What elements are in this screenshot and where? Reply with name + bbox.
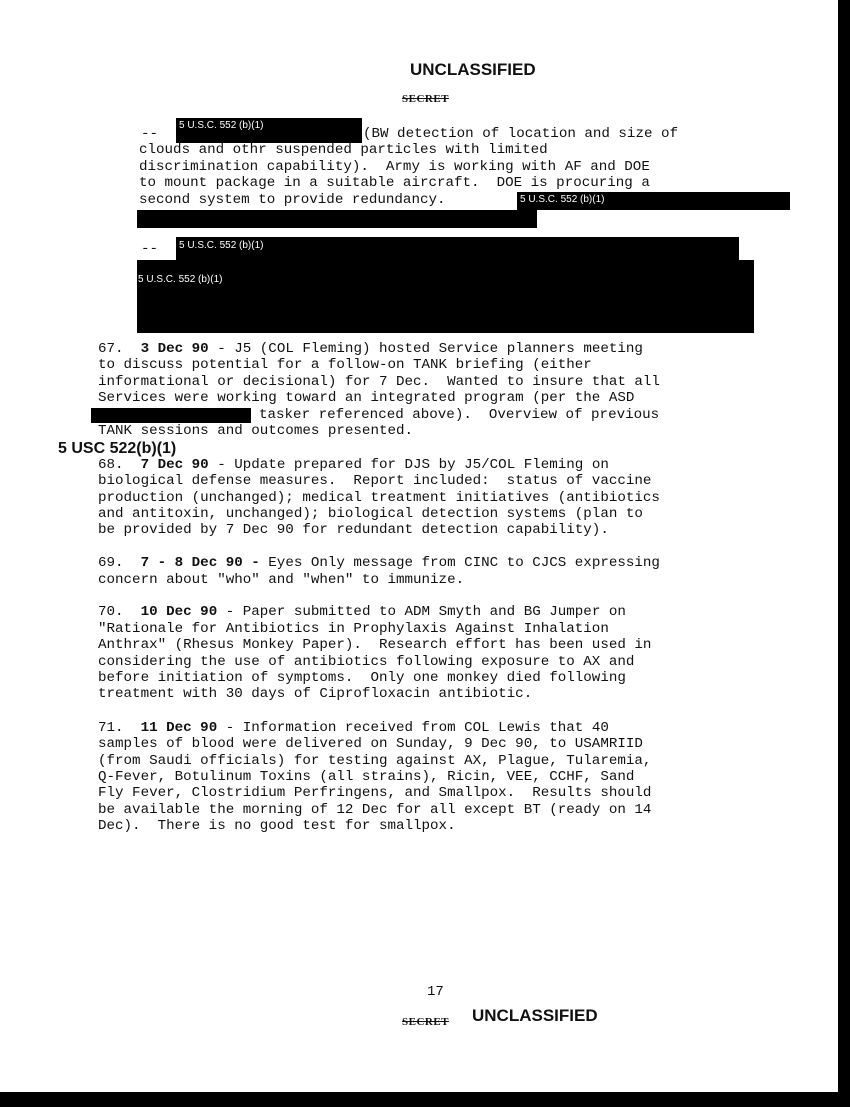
paragraph-67-line: informational or decisional) for 7 Dec. Wanted to insure that all (98, 374, 660, 390)
paragraph-number: 70. (98, 604, 124, 620)
paragraph-text: - Information received from COL Lewis that 40 (217, 720, 609, 736)
paragraph-70-line: Anthrax" (Rhesus Monkey Paper). Research effort has been used in (98, 637, 652, 653)
paragraph-71-first-line (98, 720, 609, 736)
paragraph-number: 68. (98, 457, 124, 473)
footer-classification: UNCLASSIFIED (472, 1006, 598, 1025)
paragraph-70-line: considering the use of antibiotics following exposure to AX and (98, 654, 635, 670)
paragraph-67-first-line (98, 341, 643, 357)
paragraph-68-first-line (98, 457, 609, 473)
paragraph-67-line: TANK sessions and outcomes presented. (98, 423, 414, 439)
redaction-label: 5 U.S.C. 552 (b)(1) (179, 120, 264, 131)
paragraph-68-line: production (unchanged); medical treatment initiatives (antibiotics (98, 490, 660, 506)
paragraph-number: 71. (98, 720, 124, 736)
paragraph-71-line: Q-Fever, Botulinum Toxins (all strains), Ricin, VEE, CCHF, Sand (98, 769, 635, 785)
paragraph-70-line: treatment with 30 days of Ciprofloxacin antibiotic. (98, 686, 533, 702)
block1-line: to mount package in a suitable aircraft. DOE is procuring a (139, 175, 650, 191)
page-number: 17 (427, 984, 444, 1000)
footer-struck-marking: SECRET (402, 1016, 450, 1028)
paragraph-number: 69. (98, 555, 124, 571)
paragraph-68-line: and antitoxin, unchanged); biological detection systems (plan to (98, 506, 643, 522)
header-classification: UNCLASSIFIED (410, 60, 536, 79)
paragraph-71-line: (from Saudi officials) for testing against AX, Plague, Tularemia, (98, 753, 652, 769)
entry-date: 10 Dec 90 (140, 604, 218, 620)
entry-date: 11 Dec 90 (140, 720, 218, 736)
paragraph-text: - Update prepared for DJS by J5/COL Fleming on (208, 457, 609, 473)
redaction-label: 5 U.S.C. 552 (b)(1) (138, 274, 223, 285)
paragraph-text: Eyes Only message from CINC to CJCS expressing (259, 555, 660, 571)
paragraph-70-line: "Rationale for Antibiotics in Prophylaxis Against Inhalation (98, 621, 609, 637)
paragraph-71-line: Dec). There is no good test for smallpox. (98, 818, 456, 834)
exemption-note: 5 USC 522(b)(1) (58, 440, 177, 457)
paragraph-68-line: biological defense measures. Report included: status of vaccine (98, 473, 652, 489)
paragraph-69-first-line (98, 555, 660, 571)
paragraph-text: - J5 (COL Fleming) hosted Service planners meeting (208, 341, 643, 357)
paragraph-67-line: Services were working toward an integrated program (per the ASD (98, 390, 635, 406)
redaction-label: 5 U.S.C. 552 (b)(1) (179, 240, 264, 251)
paragraph-70-line: before initiation of symptoms. Only one monkey died following (98, 670, 626, 686)
entry-date: 7 Dec 90 (140, 457, 209, 473)
header-struck-marking: SECRET (402, 93, 450, 105)
block2-dash: -- (141, 241, 159, 257)
redaction-box (137, 210, 537, 228)
paragraph-67-line: tasker referenced above). Overview of previous (259, 407, 660, 423)
entry-date: 3 Dec 90 (140, 341, 209, 357)
paragraph-71-line: be available the morning of 12 Dec for all except BT (ready on 14 (98, 802, 652, 818)
redaction-box (91, 408, 251, 423)
paragraph-67-line: to discuss potential for a follow-on TANK briefing (either (98, 357, 592, 373)
block1-line: (BW detection of location and size of (363, 126, 679, 142)
block1-line: clouds and othr suspended particles with limited (139, 142, 548, 158)
scan-border-right (838, 0, 850, 1107)
block1-line: second system to provide redundancy. (139, 192, 446, 208)
paragraph-68-line: be provided by 7 Dec 90 for redundant detection capability). (98, 522, 609, 538)
paragraph-69-line: concern about "who" and "when" to immunize. (98, 572, 465, 588)
block1-line: discrimination capability). Army is working with AF and DOE (139, 159, 650, 175)
entry-date: 7 - 8 Dec 90 - (140, 555, 260, 571)
block1-dash: -- (141, 126, 159, 142)
paragraph-70-first-line (98, 604, 626, 620)
paragraph-71-line: samples of blood were delivered on Sunday, 9 Dec 90, to USAMRIID (98, 736, 643, 752)
paragraph-71-line: Fly Fever, Clostridium Perfringens, and Smallpox. Results should (98, 785, 652, 801)
redaction-label: 5 U.S.C. 552 (b)(1) (520, 194, 605, 205)
paragraph-text: - Paper submitted to ADM Smyth and BG Jumper on (217, 604, 626, 620)
redaction-box (137, 260, 754, 333)
scan-border-bottom (0, 1092, 850, 1107)
paragraph-number: 67. (98, 341, 124, 357)
